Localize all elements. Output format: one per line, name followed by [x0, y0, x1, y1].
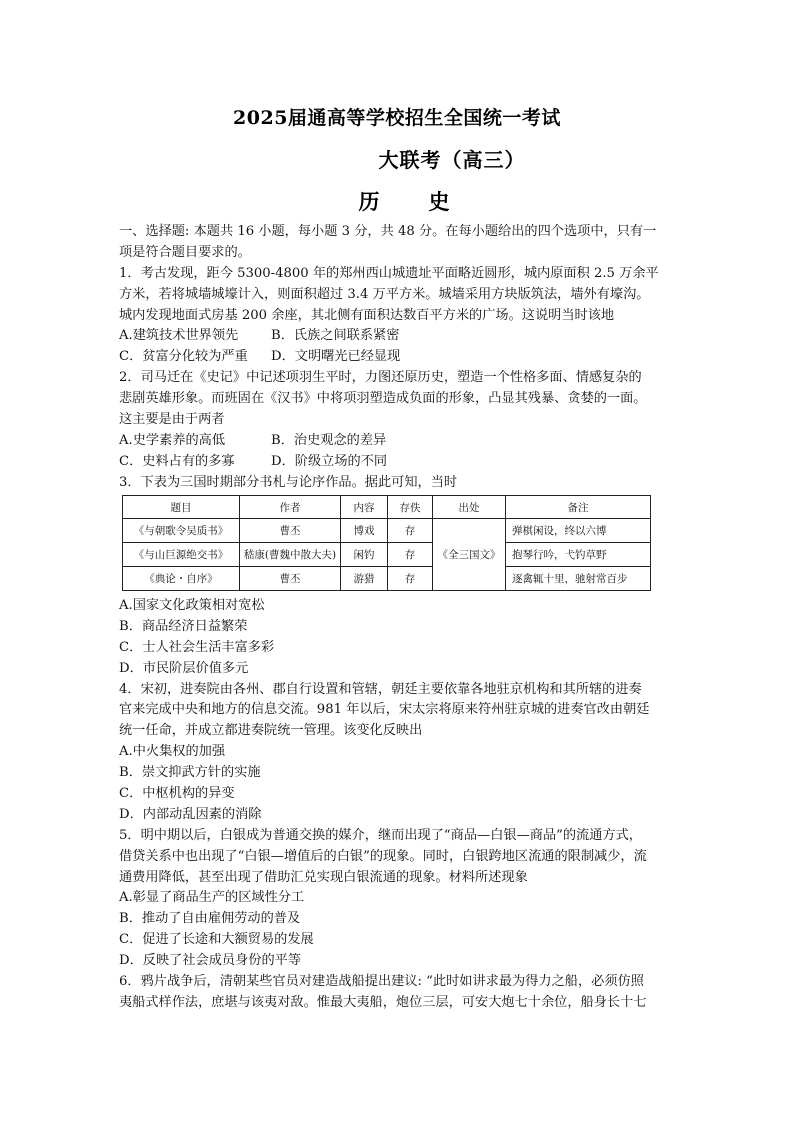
table-cell: 存 [388, 519, 433, 543]
table-header-cell: 作者 [240, 496, 341, 519]
q4-option-a: A.中火集权的加强 [119, 744, 226, 760]
table-cell: 游猎 [341, 567, 388, 591]
table-header-cell: 出处 [433, 496, 506, 519]
q2-option-a: A.史学素养的高低 [119, 432, 226, 448]
table-cell: 曹丕 [240, 567, 341, 591]
q2-option-d: D．阶级立场的不同 [271, 453, 388, 469]
q3-table [122, 495, 651, 591]
q1-option-a: A.建筑技术世界领先 [119, 328, 239, 344]
table-cell: 嵇康(曹魏中散大夫) [240, 543, 341, 567]
q2-option-b: B．治史观念的差异 [271, 432, 387, 448]
table-cell: 存 [388, 543, 433, 567]
table-cell: 弹棋闲设，终以六博 [506, 519, 651, 543]
table-cell: 曹丕 [240, 519, 341, 543]
table-header-cell: 内容 [341, 496, 388, 519]
q2-options-row [119, 431, 693, 452]
q4-stem-line: 4．宋初，进奏院由各州、郡自行设置和管辖，朝廷主要依靠各地驻京机构和其所辖的进奏 [119, 681, 642, 697]
table-header-cell: 题目 [123, 496, 240, 519]
q1-option-c: C．贫富分化较为严重 [119, 349, 248, 365]
q3-option-b: B．商品经济日益繁荣 [119, 618, 248, 634]
q2-stem-line: 悲剧英雄形象。而班固在《汉书》中将项羽塑造成负面的形象，凸显其残暴、贪婪的一面。 [119, 391, 647, 407]
q3-table-wrapper [122, 495, 651, 591]
q5-stem-line: 借贷关系中也出现了“白银—增值后的白银”的现象。同时，白银跨地区流通的限制减少，流 [119, 848, 647, 864]
table-header-row [123, 496, 651, 519]
q2-stem-line: 这主要是由于两者 [119, 412, 225, 428]
table-cell: 《典论・自序》 [123, 567, 240, 591]
table-cell: 存 [388, 567, 433, 591]
q1-stem-line: 方米，若将城墙城壕计入，则面积超过 3.4 万平方米。城墙采用方块版筑法，墙外有壕沟。 [119, 286, 650, 302]
q5-option-c: C．促进了长途和大额贸易的发展 [119, 932, 314, 948]
table-cell: 《与山巨源绝交书》 [123, 543, 240, 567]
q1-stem-line: 1．考古发现，距今 5300-4800 年的郑州西山城遗址平面略近圆形，城内原面积 2.5 万余平 [119, 265, 659, 281]
q1-option-b: B．氏族之间联系紧密 [271, 328, 400, 344]
q4-stem-line: 官来完成中央和地方的信息交流。981 年以后，宋太宗将原来符州驻京城的进奏官改由朝廷 [119, 702, 650, 718]
q6-stem-line: 6．鸦片战争后，清朝某些官员对建造战船提出建议: “此时如讲求最为得力之船，必须仿照 [119, 974, 644, 990]
q4-option-b: B．崇文抑武方针的实施 [119, 765, 261, 781]
questions-part-2 [119, 596, 693, 1014]
q2-option-c: C．史料占有的多寡 [119, 453, 235, 469]
section-intro-line: 项是符合题目要求的。 [119, 244, 251, 260]
q2-options-row [119, 452, 693, 473]
q6-stem-line: 夷船式样作法，庶堪与该夷对敌。惟最大夷船，炮位三层，可安大炮七十余位，船身长十七 [119, 994, 647, 1010]
q4-option-c: C．中枢机构的异变 [119, 786, 235, 802]
exam-title: 2025届通高等学校招生全国统一考试 [233, 107, 561, 129]
section-intro-line: 一、选择题: 本题共 16 小题，每小题 3 分，共 48 分。在每小题给出的四个选项中，只有一 [119, 224, 657, 239]
table-source-cell: 《全三国文》 [433, 519, 506, 591]
q5-option-d: D．反映了社会成员身份的平等 [119, 953, 302, 969]
questions-part-1 [119, 222, 693, 494]
q3-option-d: D．市民阶层价值多元 [119, 660, 249, 676]
table-cell: 逐禽辄十里，驰射常百步 [506, 567, 651, 591]
subject-title: 历 史 [358, 189, 464, 214]
exam-subtitle: 大联考（高三） [378, 148, 526, 172]
table-header-cell: 备注 [506, 496, 651, 519]
table-cell: 博戏 [341, 519, 388, 543]
q5-stem-line: 5．明中期以后，白银成为普通交换的媒介，继而出现了“商品—白银—商品”的流通方式， [119, 827, 642, 843]
q4-stem-line: 统一任命，并成立都进奏院统一管理。该变化反映出 [119, 723, 423, 739]
table-row [123, 567, 651, 591]
q5-option-a: A.彰显了商品生产的区域性分工 [119, 890, 305, 906]
table-row [123, 543, 651, 567]
table-cell: 闲钓 [341, 543, 388, 567]
table-cell: 抱琴行吟，弋钓草野 [506, 543, 651, 567]
q3-option-a: A.国家文化政策相对宽松 [119, 598, 265, 613]
table-header-cell: 存佚 [388, 496, 433, 519]
q1-stem-line: 城内发现地面式房基 200 余座，其北侧有面积达数百平方米的广场。这说明当时该地 [119, 307, 615, 323]
q2-stem-line: 2．司马迁在《史记》中记述项羽生平时，力图还原历史，塑造一个性格多面、情感复杂的 [119, 370, 642, 386]
q1-option-d: D．文明曙光已经显现 [271, 349, 401, 365]
q1-options-row [119, 326, 693, 347]
q5-stem-line: 通费用降低，甚至出现了借助汇兑实现白银流通的现象。材料所述现象 [119, 869, 528, 885]
q1-options-row [119, 347, 693, 368]
q4-option-d: D．内部动乱因素的消除 [119, 806, 262, 822]
table-cell: 《与朝歌令吴质书》 [123, 519, 240, 543]
table-row [123, 519, 651, 543]
q3-option-c: C．士人社会生活丰富多彩 [119, 639, 275, 655]
q5-option-b: B．推动了自由雇佣劳动的普及 [119, 911, 301, 927]
q3-stem: 3．下表为三国时期部分书札与论序作品。据此可知，当时 [119, 474, 458, 490]
